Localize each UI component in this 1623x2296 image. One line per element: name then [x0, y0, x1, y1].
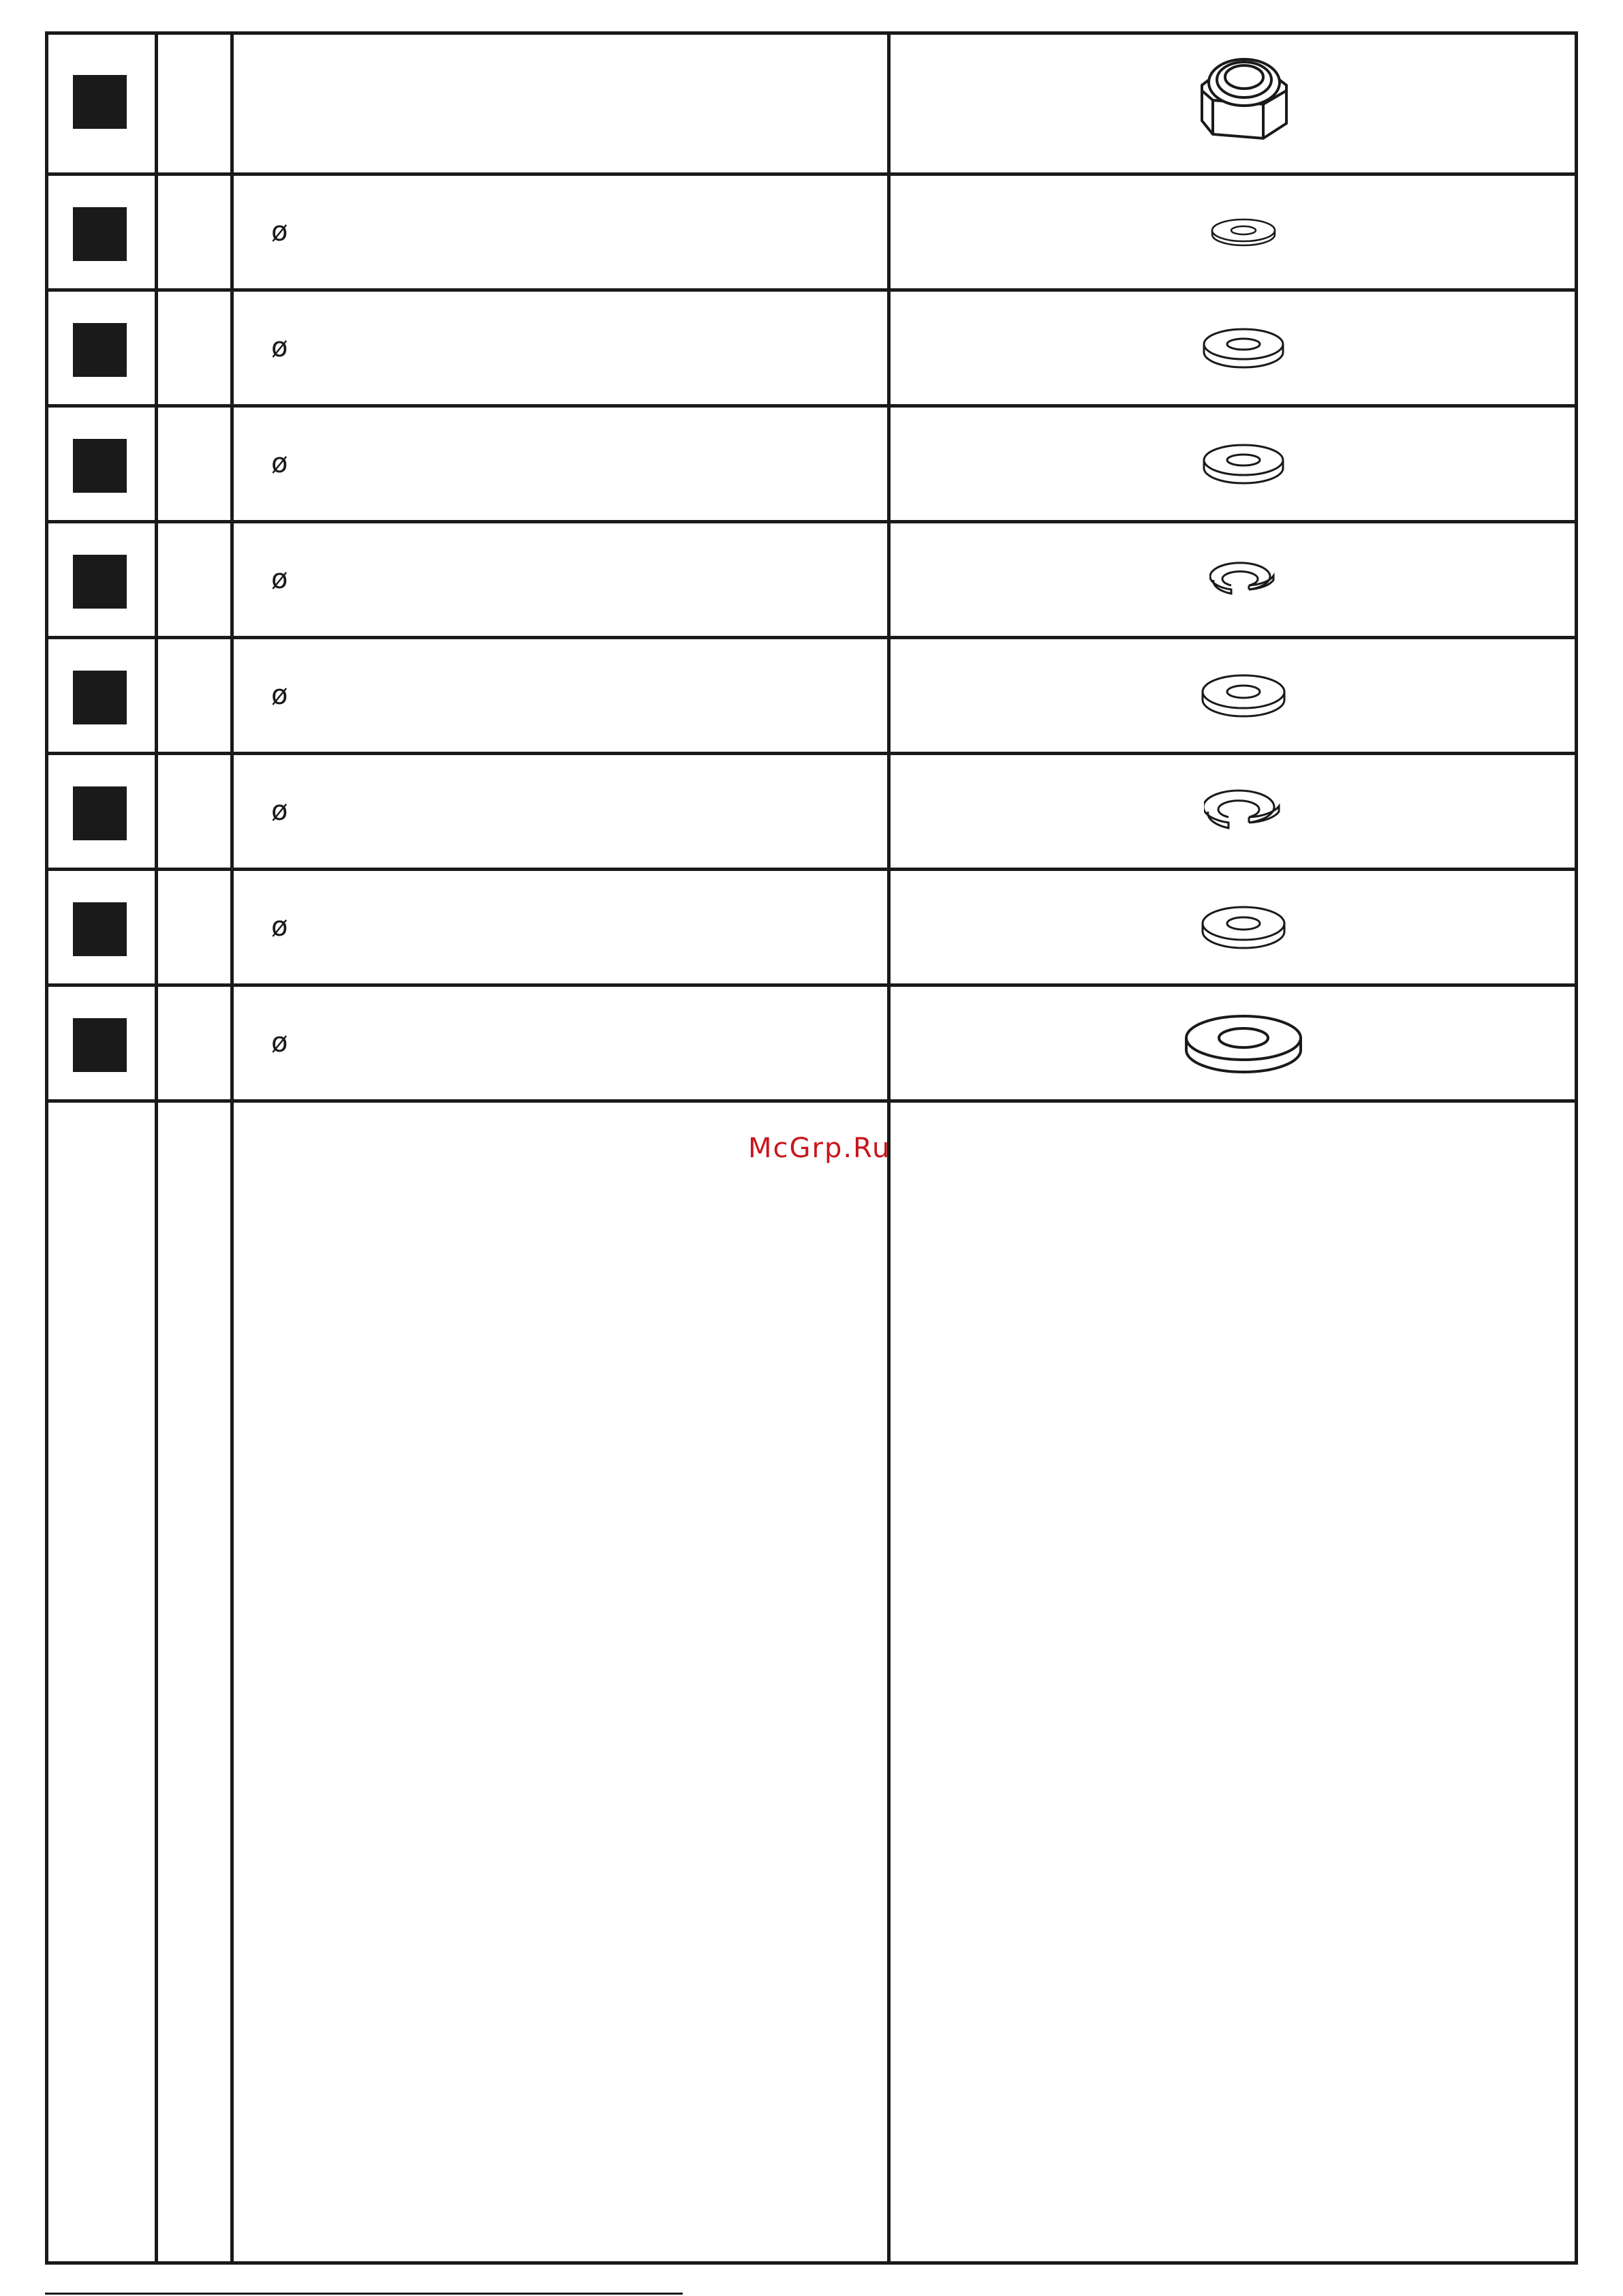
flat-washer-large-icon — [908, 987, 1578, 1099]
diameter-symbol: ø — [271, 564, 288, 595]
table-row — [48, 176, 1575, 292]
flat-washer-small-icon — [908, 176, 1578, 288]
part-code-box — [73, 439, 127, 493]
part-code-box — [73, 786, 127, 840]
table-row — [48, 987, 1575, 1103]
part-code-box — [73, 1018, 127, 1072]
flat-washer-icon — [908, 292, 1578, 404]
diameter-symbol: ø — [271, 216, 288, 247]
footer-rule — [45, 2293, 683, 2295]
diameter-symbol: ø — [271, 448, 288, 479]
table-row — [48, 755, 1575, 871]
diameter-symbol: ø — [271, 911, 288, 943]
table-row — [48, 292, 1575, 408]
watermark: McGrp.Ru — [748, 1133, 891, 1164]
part-code-box — [73, 902, 127, 956]
diameter-symbol: ø — [271, 795, 288, 827]
part-code-box — [73, 671, 127, 724]
part-code-box — [73, 75, 127, 129]
split-lock-washer-small-icon — [908, 523, 1578, 636]
diameter-symbol: ø — [271, 1027, 288, 1058]
part-code-box — [73, 207, 127, 261]
table-row — [48, 871, 1575, 987]
table-row — [48, 639, 1575, 755]
diameter-symbol: ø — [271, 679, 288, 711]
nylon-lock-nut-icon — [908, 35, 1578, 171]
table-row — [48, 523, 1575, 639]
split-lock-washer-icon — [908, 755, 1578, 868]
flat-washer-icon — [908, 408, 1578, 520]
part-code-box — [73, 555, 127, 609]
flat-washer-icon — [908, 871, 1578, 983]
part-code-box — [73, 323, 127, 377]
table-row — [48, 408, 1575, 523]
diameter-symbol: ø — [271, 332, 288, 363]
table-row — [48, 35, 1575, 176]
flat-washer-icon — [908, 639, 1578, 752]
